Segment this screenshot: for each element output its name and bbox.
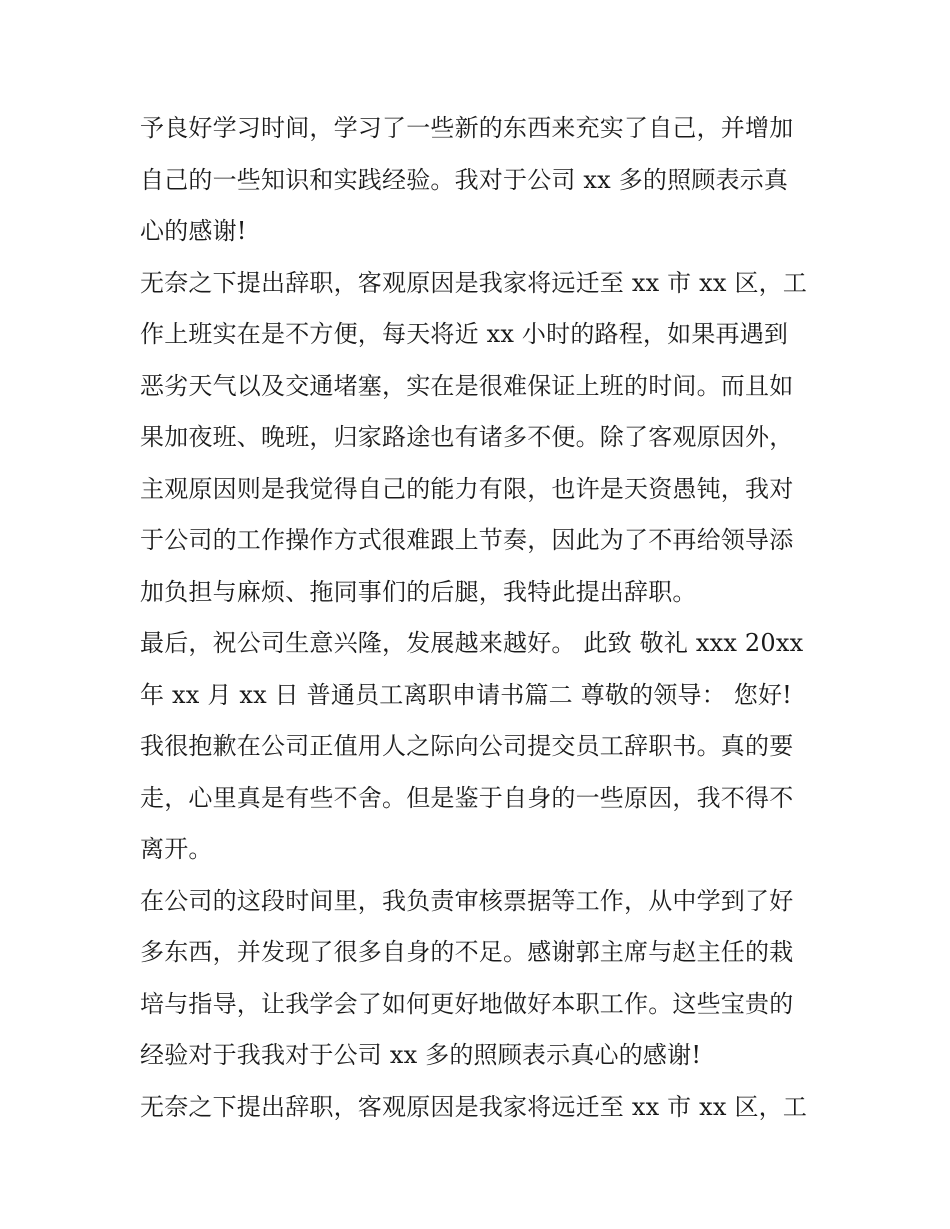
text-line: 无奈之下提出辞职，客观原因是我家将远迁至 xx 市 xx 区，工 [140, 1092, 808, 1121]
text-line: 心的感谢! [140, 217, 247, 245]
text-line: 予良好学习时间，学习了一些新的东西来充实了自己，并增加 [140, 114, 794, 142]
text-line: 果加夜班、晚班，归家路途也有诸多不便。除了客观原因外， [140, 423, 794, 451]
text-line: 加负担与麻烦、拖同事们的后腿，我特此提出辞职。 [140, 577, 697, 606]
text-line: 无奈之下提出辞职，客观原因是我家将远迁至 xx 市 xx 区，工 [140, 268, 808, 297]
text-line: 于公司的工作操作方式很难跟上节奏，因此为了不再给领导添 [140, 526, 794, 554]
text-line: 培与指导，让我学会了如何更好地做好本职工作。这些宝贵的 [140, 989, 794, 1018]
text-line: 年 xx 月 xx 日 普通员工离职申请书篇二 尊敬的领导： 您好! [140, 680, 792, 709]
document-page [140, 103, 820, 1133]
text-line: 多东西，并发现了很多自身的不足。感谢郭主席与赵主任的栽 [140, 938, 794, 966]
text-line: 作上班实在是不方便，每天将近 xx 小时的路程，如果再遇到 [140, 320, 789, 348]
text-line: 我很抱歉在公司正值用人之际向公司提交员工辞职书。真的要 [140, 732, 794, 760]
text-line: 最后，祝公司生意兴隆，发展越来越好。 此致 敬礼 xxx 20xx [140, 629, 804, 657]
text-line: 恶劣天气以及交通堵塞，实在是很难保证上班的时间。而且如 [140, 371, 794, 400]
text-line: 自己的一些知识和实践经验。我对于公司 xx 多的照顾表示真 [140, 165, 789, 194]
text-line: 离开。 [140, 835, 213, 863]
text-line: 走，心里真是有些不舍。但是鉴于自身的一些原因，我不得不 [140, 783, 794, 812]
text-line: 经验对于我我对于公司 xx 多的照顾表示真心的感谢! [140, 1041, 702, 1069]
text-line: 主观原因则是我觉得自己的能力有限，也许是天资愚钝，我对 [140, 474, 794, 503]
text-line: 在公司的这段时间里，我负责审核票据等工作，从中学到了好 [140, 886, 794, 915]
